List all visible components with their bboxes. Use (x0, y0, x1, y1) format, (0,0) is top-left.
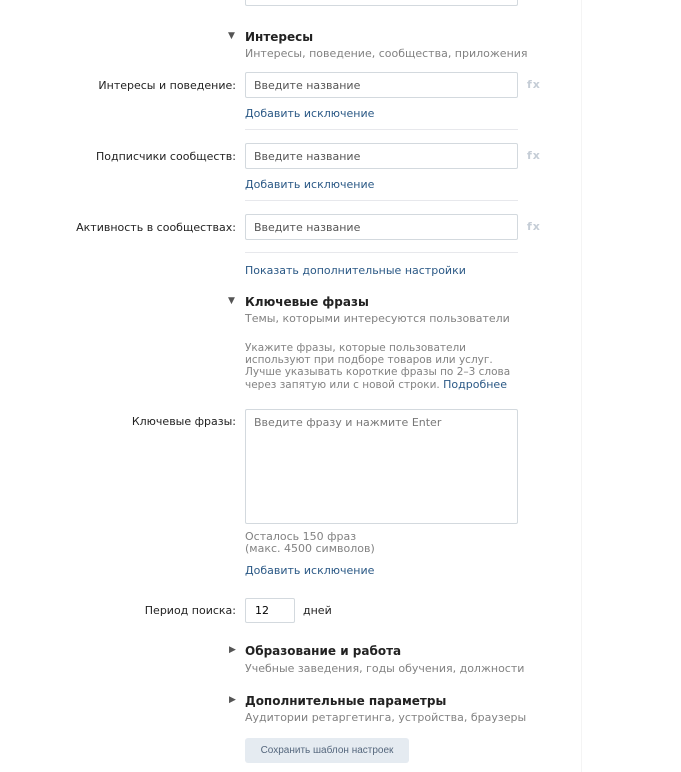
fx-icon[interactable]: fx (527, 78, 541, 91)
interests-subtitle: Интересы, поведение, сообщества, приложения (245, 47, 528, 60)
interests-behavior-input[interactable] (245, 72, 518, 98)
input-placeholder: Введите название (254, 150, 361, 163)
input-placeholder: Введите название (254, 79, 361, 92)
add-exclusion-link[interactable]: Добавить исключение (245, 564, 375, 577)
expand-arrow-icon[interactable]: ▶ (229, 645, 236, 655)
keywords-subtitle: Темы, которыми интересуются пользователи (245, 312, 510, 325)
community-activity-input[interactable] (245, 214, 518, 240)
interests-title[interactable]: Интересы (245, 30, 314, 44)
keywords-textarea[interactable] (245, 409, 518, 524)
save-template-button[interactable]: Сохранить шаблон настроек (245, 738, 409, 763)
fx-icon[interactable]: fx (527, 220, 541, 233)
fx-icon[interactable]: fx (527, 149, 541, 162)
collapse-arrow-icon[interactable]: ▼ (228, 296, 235, 306)
search-period-label: Период поиска: (144, 604, 236, 617)
add-exclusion-link[interactable]: Добавить исключение (245, 178, 375, 191)
community-subscribers-input[interactable] (245, 143, 518, 169)
divider (245, 200, 518, 201)
education-title[interactable]: Образование и работа (245, 644, 402, 658)
keywords-hint-text: Укажите фразы, которые пользователи используют при подборе товаров или услуг. Лучше указывать короткие фразы по 2–3 слова через запятую или с новой строки. (245, 342, 511, 391)
keywords-label: Ключевые фразы: (131, 415, 236, 428)
input-placeholder: Введите название (254, 221, 361, 234)
previous-field-bottom (245, 0, 518, 6)
expand-arrow-icon[interactable]: ▶ (229, 695, 236, 705)
learn-more-link[interactable]: Подробнее (443, 378, 507, 391)
education-subtitle: Учебные заведения, годы обучения, должности (245, 662, 525, 675)
keywords-hint (245, 342, 520, 391)
community-subscribers-label: Подписчики сообществ: (96, 150, 236, 163)
interests-behavior-label: Интересы и поведение: (98, 79, 236, 92)
add-exclusion-link[interactable]: Добавить исключение (245, 107, 375, 120)
keywords-title[interactable]: Ключевые фразы (245, 295, 369, 309)
extra-params-subtitle: Аудитории ретаргетинга, устройства, браузеры (245, 711, 527, 724)
collapse-arrow-icon[interactable]: ▼ (228, 31, 235, 41)
show-more-settings-link[interactable]: Показать дополнительные настройки (245, 264, 466, 277)
community-activity-label: Активность в сообществах: (76, 221, 236, 234)
divider (245, 252, 518, 253)
page-border (581, 0, 582, 772)
search-period-input[interactable] (245, 598, 295, 623)
textarea-placeholder: Введите фразу и нажмите Enter (254, 416, 442, 429)
divider (245, 129, 518, 130)
max-chars: (макс. 4500 символов) (245, 542, 375, 555)
search-period-value: 12 (255, 604, 269, 617)
extra-params-title[interactable]: Дополнительные параметры (245, 694, 447, 708)
phrases-remaining: Осталось 150 фраз (245, 530, 357, 543)
period-unit: дней (303, 604, 332, 617)
